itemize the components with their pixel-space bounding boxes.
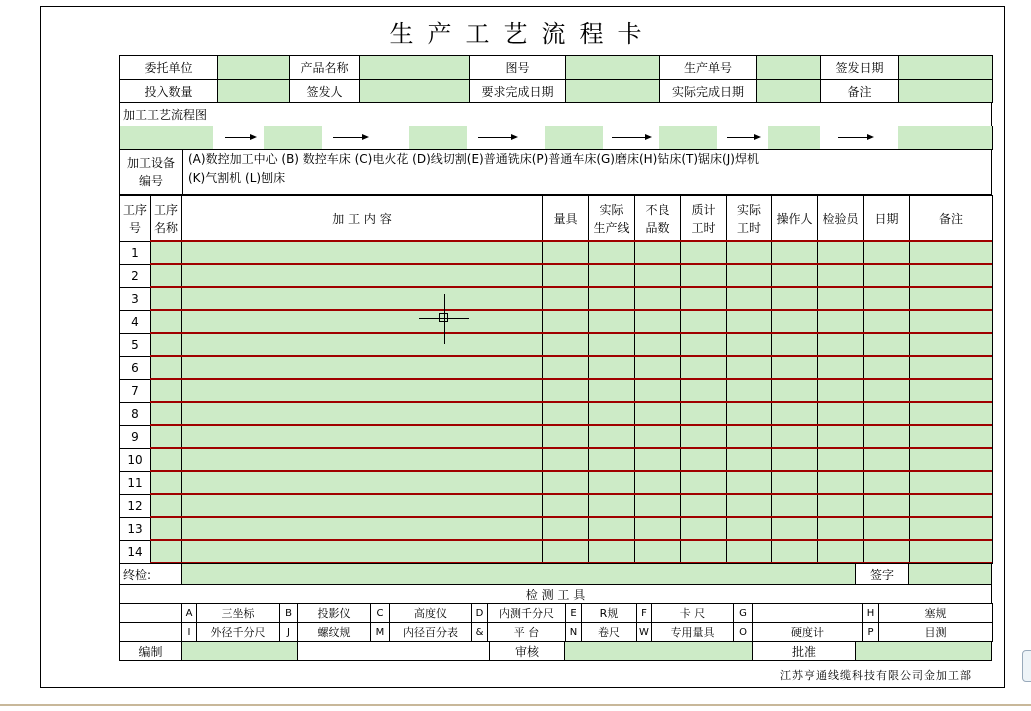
table-cell-field[interactable] [150,425,182,449]
table-cell-field[interactable] [634,402,681,426]
table-cell-field[interactable] [634,540,681,564]
table-cell-field[interactable] [817,379,864,403]
table-cell-field[interactable] [542,310,589,334]
tool-code: H [862,603,879,623]
tool-code: I [181,622,197,642]
tool-code: E [565,603,582,623]
table-cell-field[interactable] [817,310,864,334]
table-cell-field[interactable] [634,517,681,541]
row-separator-line [150,516,992,518]
company-footer: 江苏亨通线缆科技有限公司金加工部 [780,669,972,682]
table-cell-field[interactable] [771,494,818,518]
tool-name: 投影仪 [297,603,371,623]
column-header [817,195,864,242]
column-header-line: 实际 [736,202,761,217]
table-cell-field[interactable] [909,540,993,564]
column-header [680,195,727,242]
header-value-field[interactable] [359,79,470,103]
tool-code: C [370,603,390,623]
table-cell-field[interactable] [817,471,864,495]
header-value-field[interactable] [898,79,993,103]
table-cell-field[interactable] [181,494,543,518]
table-cell-field[interactable] [863,356,910,380]
column-header-line: 质计 [691,202,716,217]
table-cell-field[interactable] [909,264,993,288]
table-cell-field[interactable] [181,448,543,472]
row-separator-line [150,493,992,495]
table-cell-field[interactable] [726,540,772,564]
table-cell-field[interactable] [726,333,772,357]
arrow-right-icon [478,137,516,138]
table-cell-field[interactable] [863,540,910,564]
row-number: 2 [119,264,151,288]
row-number: 4 [119,310,151,334]
column-header-text: 操作人 [776,211,813,226]
table-cell-field[interactable] [634,425,681,449]
tool-code: P [862,622,879,642]
table-cell-field[interactable] [680,379,727,403]
table-cell-field[interactable] [909,494,993,518]
table-cell-field[interactable] [634,448,681,472]
table-cell-field[interactable] [726,425,772,449]
table-cell-field[interactable] [542,494,589,518]
header-value-field[interactable] [898,55,993,80]
tool-code: & [471,622,488,642]
table-cell-field[interactable] [181,310,543,334]
column-header [909,195,993,242]
table-cell-field[interactable] [909,471,993,495]
tool-name: 高度仪 [389,603,472,623]
table-cell-field[interactable] [588,448,635,472]
approve-field[interactable] [855,641,992,661]
table-cell-field[interactable] [181,333,543,357]
table-cell-field[interactable] [771,540,818,564]
row-separator-line [150,470,992,472]
table-cell-field[interactable] [181,402,543,426]
table-cell-field[interactable] [909,287,993,311]
row-number: 6 [119,356,151,380]
table-cell-field[interactable] [726,287,772,311]
row-number: 10 [119,448,151,472]
table-cell-field[interactable] [771,402,818,426]
tool-name: 螺纹规 [297,622,371,642]
table-cell-field[interactable] [588,287,635,311]
table-cell-field[interactable] [181,379,543,403]
tool-name: 外径千分尺 [196,622,280,642]
column-header-line: 品数 [645,220,670,235]
table-cell-field[interactable] [863,264,910,288]
header-label: 实际完成日期 [659,79,757,103]
column-header [150,195,182,242]
table-cell-field[interactable] [181,540,543,564]
column-header-text: 量具 [553,211,578,226]
column-header-line: 工序 [153,202,178,217]
table-cell-field[interactable] [542,333,589,357]
table-cell-field[interactable] [726,517,772,541]
column-header-line: 名称 [153,220,178,235]
tool-code: A [181,603,197,623]
table-cell-field[interactable] [909,448,993,472]
row-number: 9 [119,425,151,449]
table-cell-field[interactable] [863,310,910,334]
equipment-list [182,149,992,195]
table-cell-field[interactable] [150,287,182,311]
row-separator-line [150,240,992,242]
table-cell-field[interactable] [680,333,727,357]
tool-code: W [636,622,652,642]
side-panel-tab[interactable] [1022,650,1031,682]
header-label: 生产单号 [659,55,757,80]
row-separator-line [150,263,992,265]
table-cell-field[interactable] [634,287,681,311]
row-separator-line [150,286,992,288]
table-cell-field[interactable] [588,379,635,403]
table-cell-field[interactable] [634,264,681,288]
tool-code: O [733,622,753,642]
table-cell-field[interactable] [588,425,635,449]
header-value-field[interactable] [359,55,470,80]
column-header [119,195,151,242]
tool-code: B [279,603,298,623]
table-cell-field[interactable] [909,310,993,334]
row-separator-line [150,424,992,426]
column-header-text: 备注 [938,211,963,226]
table-cell-field[interactable] [181,471,543,495]
row-number: 1 [119,241,151,265]
header-value-field[interactable] [217,79,290,103]
row-number: 7 [119,379,151,403]
header-label: 备注 [820,79,899,103]
table-cell-field[interactable] [634,471,681,495]
table-cell-field[interactable] [909,241,993,265]
header-label: 签发日期 [820,55,899,80]
table-cell-field[interactable] [588,241,635,265]
row-number: 11 [119,471,151,495]
table-cell-field[interactable] [588,356,635,380]
equipment-label-line1: 加工设备 [126,156,175,170]
table-cell-field[interactable] [542,402,589,426]
tool-name: 三坐标 [196,603,280,623]
table-cell-field[interactable] [680,264,727,288]
flow-label: 加工工艺流程图 [119,102,992,126]
tool-name: 内径百分表 [389,622,472,642]
table-cell-field[interactable] [680,310,727,334]
arrow-right-icon [612,137,650,138]
table-cell-field[interactable] [909,402,993,426]
table-cell-field[interactable] [588,494,635,518]
header-value-field[interactable] [756,79,821,103]
table-cell-field[interactable] [771,425,818,449]
table-cell-field[interactable] [181,356,543,380]
review-field[interactable] [564,641,753,661]
table-cell-field[interactable] [771,448,818,472]
table-cell-field[interactable] [588,540,635,564]
table-cell-field[interactable] [817,356,864,380]
table-cell-field[interactable] [771,471,818,495]
table-cell-field[interactable] [542,471,589,495]
table-cell-field[interactable] [817,287,864,311]
table-cell-field[interactable] [771,310,818,334]
table-cell-field[interactable] [863,333,910,357]
table-cell-field[interactable] [150,310,182,334]
row-separator-line [150,539,992,541]
table-cell-field[interactable] [542,379,589,403]
column-header-text: 加 工 内 容 [332,211,392,226]
table-cell-field[interactable] [680,471,727,495]
table-cell-field[interactable] [150,471,182,495]
tools-blank-cell [119,622,182,642]
table-cell-field[interactable] [542,287,589,311]
header-value-field[interactable] [565,79,660,103]
column-header [634,195,681,242]
bottom-divider [0,704,1031,706]
tool-name: 卷尺 [581,622,637,642]
table-cell-field[interactable] [588,517,635,541]
tool-name [752,603,863,623]
row-number: 8 [119,402,151,426]
column-header [726,195,772,242]
column-header-line: 生产线 [593,220,630,235]
header-label: 投入数量 [119,79,218,103]
review-label: 审核 [489,641,565,661]
table-cell-field[interactable] [726,448,772,472]
tool-code: D [471,603,488,623]
table-cell-field[interactable] [150,241,182,265]
table-cell-field[interactable] [150,402,182,426]
table-cell-field[interactable] [542,517,589,541]
table-cell-field[interactable] [542,540,589,564]
tool-name: 内测千分尺 [487,603,566,623]
table-cell-field[interactable] [680,356,727,380]
table-cell-field[interactable] [817,241,864,265]
tool-name: R规 [581,603,637,623]
tool-code: F [636,603,652,623]
column-header-line: 工时 [736,220,761,235]
equipment-line1: (A)数控加工中心 (B) 数控车床 (C)电火花 (D)线切割(E)普通铣床(P)普通车床(G)磨床(H)钻床(T)锯床(J)焊机 [188,152,759,166]
table-cell-field[interactable] [863,494,910,518]
table-cell-field[interactable] [909,356,993,380]
table-cell-field[interactable] [817,425,864,449]
tool-code: J [279,622,298,642]
table-cell-field[interactable] [634,356,681,380]
table-cell-field[interactable] [150,356,182,380]
table-cell-field[interactable] [771,356,818,380]
column-header [181,195,543,242]
compile-label: 编制 [119,641,182,661]
row-separator-line [150,332,992,334]
table-cell-field[interactable] [680,287,727,311]
tool-code: M [370,622,390,642]
tools-title: 检 测 工 具 [119,584,992,604]
row-number: 5 [119,333,151,357]
tools-blank-cell [119,603,182,623]
tool-name: 平 台 [487,622,566,642]
arrow-right-icon [333,137,367,138]
table-cell-field[interactable] [150,333,182,357]
table-cell-field[interactable] [909,379,993,403]
table-cell-field[interactable] [771,333,818,357]
table-cell-field[interactable] [817,494,864,518]
table-cell-field[interactable] [726,494,772,518]
row-number: 12 [119,494,151,518]
table-cell-field[interactable] [588,264,635,288]
table-cell-field[interactable] [817,333,864,357]
table-cell-field[interactable] [863,448,910,472]
tool-name: 专用量具 [651,622,734,642]
column-header [542,195,589,242]
tool-code: G [733,603,753,623]
header-value-field[interactable] [217,55,290,80]
column-header [588,195,635,242]
row-number: 3 [119,287,151,311]
table-cell-field[interactable] [771,517,818,541]
table-cell-field[interactable] [150,517,182,541]
arrow-right-icon [838,137,872,138]
table-cell-field[interactable] [817,402,864,426]
tool-name: 目测 [878,622,993,642]
row-separator-line [150,309,992,311]
table-cell-field[interactable] [909,517,993,541]
column-header-text: 日期 [874,211,899,226]
approve-label: 批准 [752,641,856,661]
table-cell-field[interactable] [542,448,589,472]
row-separator-line [150,447,992,449]
table-cell-field[interactable] [181,241,543,265]
column-header-line: 实际 [599,202,624,217]
table-cell-field[interactable] [181,264,543,288]
table-cell-field[interactable] [771,264,818,288]
table-cell-field[interactable] [634,494,681,518]
table-cell-field[interactable] [150,448,182,472]
table-cell-field[interactable] [817,448,864,472]
table-cell-field[interactable] [863,471,910,495]
table-cell-field[interactable] [726,471,772,495]
table-cell-field[interactable] [150,540,182,564]
table-cell-field[interactable] [771,379,818,403]
table-cell-field[interactable] [726,356,772,380]
table-cell-field[interactable] [817,264,864,288]
tool-name: 硬度计 [752,622,863,642]
table-cell-field[interactable] [181,425,543,449]
table-cell-field[interactable] [634,333,681,357]
blank-cell [297,641,490,661]
table-cell-field[interactable] [150,494,182,518]
table-cell-field[interactable] [817,517,864,541]
header-label: 图号 [469,55,566,80]
arrow-right-icon [727,137,759,138]
header-value-field[interactable] [756,55,821,80]
compile-field[interactable] [181,641,298,661]
table-cell-field[interactable] [726,402,772,426]
table-cell-field[interactable] [588,402,635,426]
table-cell-field[interactable] [863,241,910,265]
equipment-label-line2: 编号 [138,174,163,188]
table-cell-field[interactable] [680,517,727,541]
table-cell-field[interactable] [588,310,635,334]
table-cell-field[interactable] [771,287,818,311]
table-cell-field[interactable] [909,425,993,449]
page-title: 生产工艺流程卡 [389,20,656,48]
table-cell-field[interactable] [181,517,543,541]
column-header [771,195,818,242]
final-check-label: 终检: [119,563,182,585]
row-separator-line [150,401,992,403]
table-cell-field[interactable] [150,264,182,288]
column-header-line: 号 [128,220,141,235]
table-cell-field[interactable] [542,356,589,380]
table-cell-field[interactable] [863,287,910,311]
column-header-line: 工时 [691,220,716,235]
column-header-line: 工序 [122,202,147,217]
table-cell-field[interactable] [588,471,635,495]
row-number: 13 [119,517,151,541]
row-number: 14 [119,540,151,564]
table-cell-field[interactable] [726,241,772,265]
table-cell-field[interactable] [542,241,589,265]
column-header-line: 不良 [645,202,670,217]
header-value-field[interactable] [565,55,660,80]
table-cell-field[interactable] [680,425,727,449]
tool-name: 卡 尺 [651,603,734,623]
table-cell-field[interactable] [181,287,543,311]
table-cell-field[interactable] [588,333,635,357]
table-cell-field[interactable] [726,264,772,288]
table-cell-field[interactable] [634,379,681,403]
cursor-crosshair-box [439,313,448,322]
table-cell-field[interactable] [863,379,910,403]
table-cell-field[interactable] [150,379,182,403]
sign-field[interactable] [908,563,992,585]
table-cell-field[interactable] [542,264,589,288]
final-check-field[interactable] [181,563,856,585]
table-cell-field[interactable] [680,540,727,564]
table-cell-field[interactable] [634,310,681,334]
table-cell-field[interactable] [863,517,910,541]
header-label: 要求完成日期 [469,79,566,103]
arrow-right-icon [225,137,255,138]
table-cell-field[interactable] [634,241,681,265]
table-cell-field[interactable] [726,310,772,334]
table-cell-field[interactable] [680,402,727,426]
column-header-text: 检验员 [822,211,859,226]
table-cell-field[interactable] [680,448,727,472]
tool-name: 塞规 [878,603,993,623]
table-cell-field[interactable] [771,241,818,265]
row-separator-line [150,378,992,380]
header-label: 委托单位 [119,55,218,80]
table-cell-field[interactable] [909,333,993,357]
header-label: 签发人 [289,79,360,103]
table-cell-field[interactable] [863,425,910,449]
table-cell-field[interactable] [680,494,727,518]
table-cell-field[interactable] [817,540,864,564]
sign-label: 签字 [855,563,909,585]
column-header [863,195,910,242]
table-cell-field[interactable] [542,425,589,449]
row-separator-line [150,355,992,357]
header-label: 产品名称 [289,55,360,80]
table-cell-field[interactable] [680,241,727,265]
tool-code: N [565,622,582,642]
equipment-line2: (K)气割机 (L)刨床 [188,171,286,185]
table-cell-field[interactable] [726,379,772,403]
equipment-label [119,149,183,195]
table-cell-field[interactable] [863,402,910,426]
